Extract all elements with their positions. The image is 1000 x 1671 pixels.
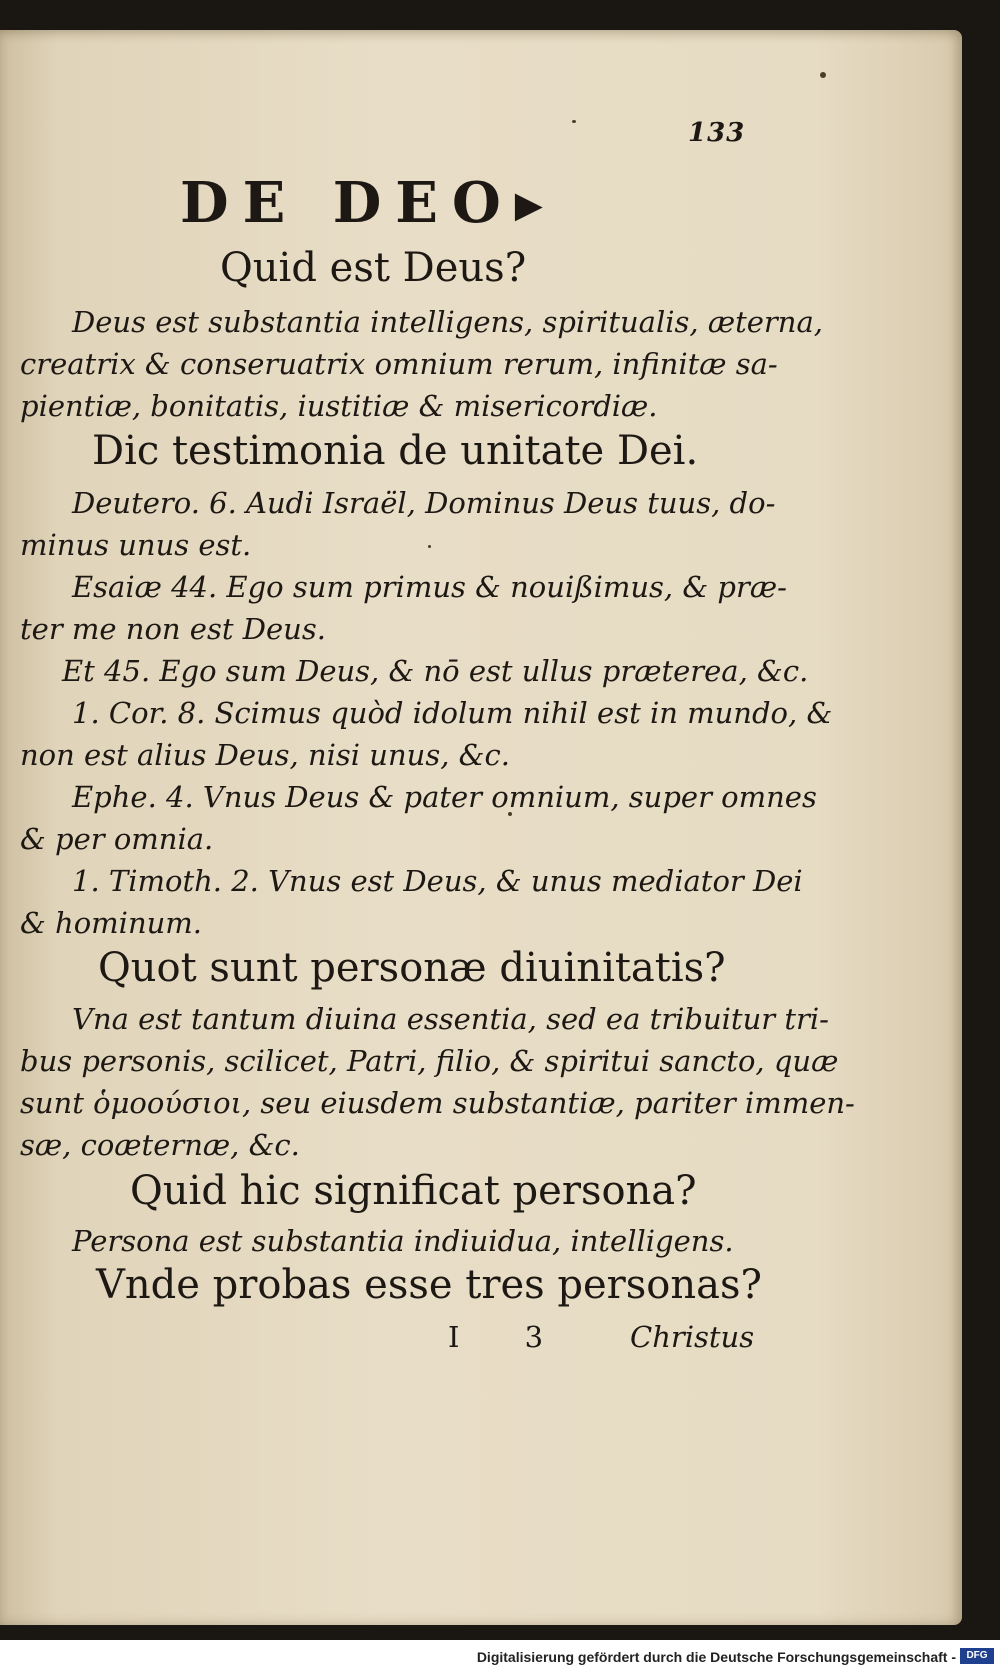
- text-line: Et 45. Ego sum Deus, & nō est ullus præterea, &c.: [62, 654, 809, 688]
- text-line: creatrix & conseruatrix omnium rerum, infinitæ sa-: [20, 347, 778, 381]
- catchword: Christus: [630, 1320, 755, 1354]
- text-line: Deutero. 6. Audi Israël, Dominus Deus tuus, do-: [72, 486, 776, 520]
- text-line: Ephe. 4. Vnus Deus & pater omnium, super omnes: [72, 780, 817, 814]
- signature-mark: I 3: [448, 1320, 572, 1354]
- text-line: Persona est substantia indiuidua, intelligens.: [72, 1224, 734, 1258]
- text-line: sæ, coæternæ, &c.: [20, 1128, 300, 1162]
- text-line: Deus est substantia intelligens, spiritualis, æterna,: [72, 305, 823, 339]
- paper-speck: [572, 120, 576, 123]
- paper-speck: [820, 72, 826, 78]
- page-number: 133: [688, 118, 746, 148]
- footer-bar: [0, 1643, 1000, 1671]
- text-line: non est alius Deus, nisi unus, &c.: [20, 738, 510, 772]
- paper-speck: [428, 545, 431, 548]
- section-heading: Quot sunt personæ diuinitatis?: [98, 945, 726, 991]
- text-line: pientiæ, bonitatis, iustitiæ & misericordiæ.: [20, 389, 658, 423]
- section-heading: Quid hic significat persona?: [130, 1168, 697, 1214]
- section-heading: Dic testimonia de unitate Dei.: [92, 428, 699, 474]
- section-heading: Vnde probas esse tres personas?: [96, 1262, 762, 1308]
- text-line: 1. Timoth. 2. Vnus est Deus, & unus mediator Dei: [72, 864, 803, 898]
- text-line: ter me non est Deus.: [20, 612, 326, 646]
- text-line: Esaiæ 44. Ego sum primus & nouißimus, & præ-: [72, 570, 787, 604]
- text-line: 1. Cor. 8. Scimus quòd idolum nihil est in mundo, &: [72, 696, 833, 730]
- text-line: Vna est tantum diuina essentia, sed ea tribuitur tri-: [72, 1002, 829, 1036]
- text-line: & hominum.: [20, 906, 203, 940]
- running-head: DE DEO▸: [180, 170, 557, 236]
- text-line: minus unus est.: [20, 528, 252, 562]
- text-line: bus personis, scilicet, Patri, filio, & spiritui sancto, quæ: [20, 1044, 839, 1078]
- dfg-logo: DFG: [960, 1648, 994, 1664]
- funding-credit: Digitalisierung gefördert durch die Deutsche Forschungsgemeinschaft -: [476, 1649, 956, 1665]
- text-line: & per omnia.: [20, 822, 214, 856]
- text-line: sunt ὁμοούσιοι, seu eiusdem substantiæ, pariter immen-: [20, 1086, 855, 1120]
- section-heading: Quid est Deus?: [220, 245, 527, 291]
